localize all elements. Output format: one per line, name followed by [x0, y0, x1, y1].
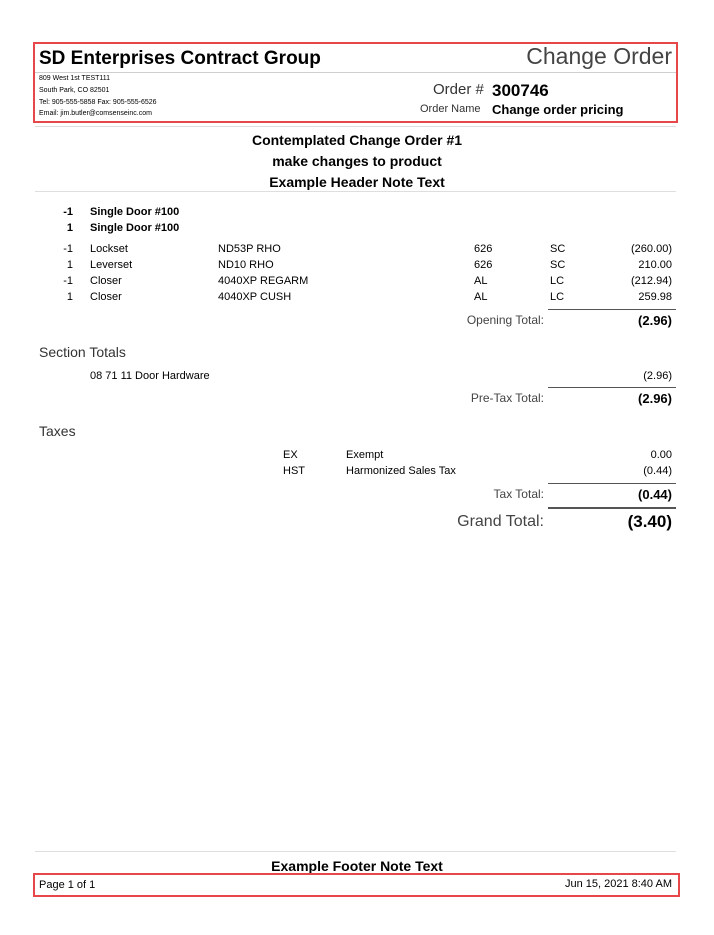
tax-value: (0.44): [643, 465, 672, 477]
item-finish: 626: [474, 259, 493, 271]
document-type-title: Change Order: [526, 43, 672, 69]
item-manufacturer: SC: [550, 243, 566, 255]
opening-total-label: Opening Total:: [466, 313, 544, 327]
item-description: Closer: [90, 275, 122, 287]
item-finish: AL: [474, 291, 488, 303]
tax-name: Harmonized Sales Tax: [346, 465, 456, 477]
tax-total-label: Tax Total:: [493, 487, 544, 501]
order-number-label: Order #: [433, 81, 484, 98]
order-number: 300746: [492, 81, 549, 100]
section-value: (2.96): [643, 370, 672, 382]
item-manufacturer: LC: [550, 275, 565, 287]
opening-qty: -1: [63, 206, 73, 218]
order-name-label: Order Name: [420, 103, 481, 115]
change-order-description: make changes to product: [272, 153, 442, 169]
page-number: Page 1 of 1: [39, 879, 96, 891]
footer-note: Example Footer Note Text: [271, 858, 443, 874]
pretax-total-value: (2.96): [638, 391, 672, 406]
address-line-1: 809 West 1st TEST111: [39, 75, 111, 82]
tax-code: HST: [283, 465, 305, 477]
opening-total-value: (2.96): [638, 313, 672, 328]
item-description: Leverset: [90, 259, 133, 271]
item-finish: 626: [474, 243, 493, 255]
print-timestamp: Jun 15, 2021 8:40 AM: [564, 878, 672, 890]
grand-total-label: Grand Total:: [457, 513, 544, 530]
tax-total-rule: [548, 483, 676, 484]
tax-name: Exempt: [346, 449, 384, 461]
address-line-2: South Park, CO 82501: [39, 87, 110, 94]
title-bottom-divider: [35, 191, 676, 192]
section-totals-heading: Section Totals: [39, 344, 126, 360]
opening-qty: 1: [66, 222, 73, 234]
tax-code: EX: [283, 449, 298, 461]
item-model: 4040XP CUSH: [218, 291, 292, 303]
tax-value: 0.00: [650, 449, 672, 461]
item-qty: 1: [66, 259, 73, 271]
opening-total-rule: [548, 309, 676, 310]
grand-total-rule: [548, 507, 676, 509]
item-model: ND53P RHO: [218, 243, 281, 255]
footer-divider: [35, 851, 676, 852]
section-name: 08 71 11 Door Hardware: [90, 370, 210, 382]
tax-total-value: (0.44): [638, 487, 672, 502]
item-price: 210.00: [638, 259, 672, 271]
item-model: ND10 RHO: [218, 259, 274, 271]
item-manufacturer: SC: [550, 259, 566, 271]
item-price: 259.98: [638, 291, 672, 303]
item-qty: -1: [63, 243, 73, 255]
opening-name: Single Door #100: [90, 222, 180, 234]
item-price: (260.00): [631, 243, 672, 255]
header-note: Example Header Note Text: [269, 174, 445, 190]
address-email: Email: jim.butler@comsenseinc.com: [39, 110, 152, 117]
item-manufacturer: LC: [550, 291, 565, 303]
address-phone-fax: Tel: 905-555-5858 Fax: 905-555-6526: [39, 99, 157, 106]
title-top-divider: [35, 126, 676, 127]
header-divider: [35, 72, 676, 73]
pretax-total-label: Pre-Tax Total:: [470, 391, 544, 405]
grand-total-value: (3.40): [627, 512, 672, 531]
item-description: Lockset: [90, 243, 128, 255]
item-finish: AL: [474, 275, 488, 287]
item-qty: 1: [66, 291, 73, 303]
item-description: Closer: [90, 291, 122, 303]
pretax-total-rule: [548, 387, 676, 388]
opening-name: Single Door #100: [90, 206, 180, 218]
change-order-title: Contemplated Change Order #1: [251, 132, 463, 148]
item-model: 4040XP REGARM: [218, 275, 309, 287]
company-name: SD Enterprises Contract Group: [39, 48, 321, 69]
item-qty: -1: [63, 275, 73, 287]
order-name: Change order pricing: [492, 102, 624, 117]
taxes-heading: Taxes: [39, 423, 76, 439]
item-price: (212.94): [631, 275, 672, 287]
